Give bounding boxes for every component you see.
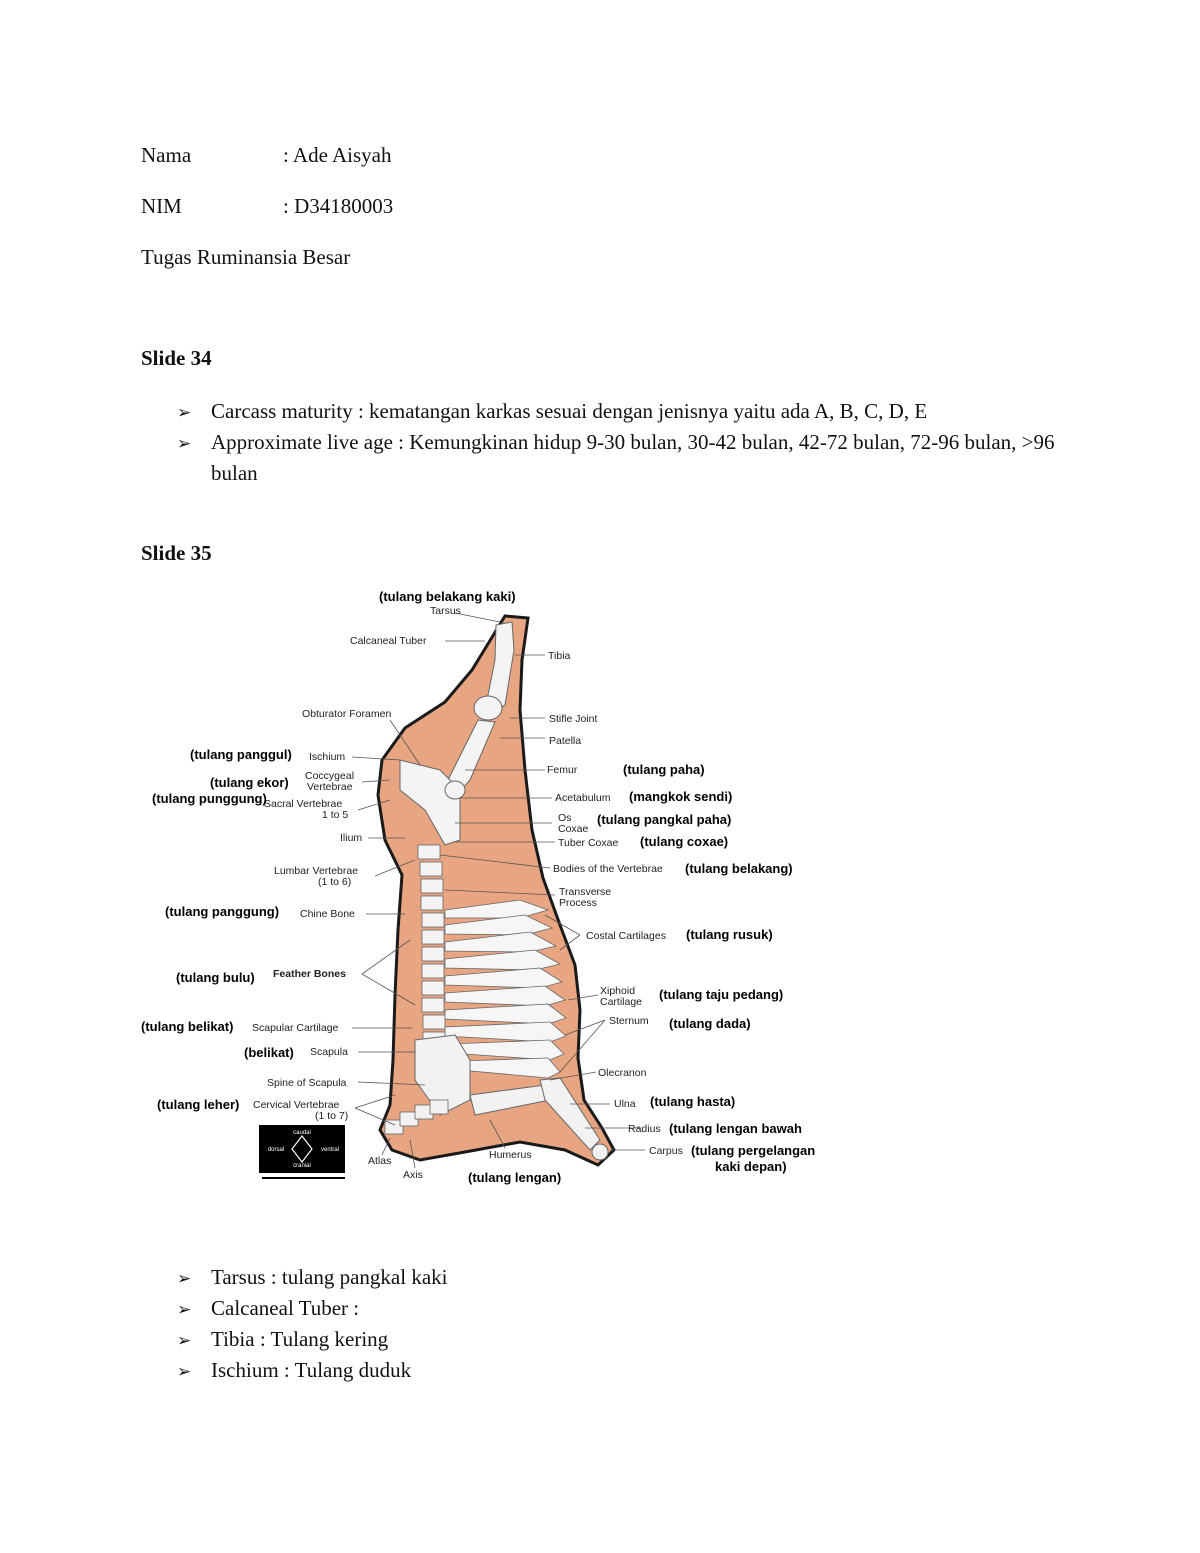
bullet-text: Tibia : Tulang kering <box>211 1327 389 1351</box>
arrow-bullet-icon: ➢ <box>177 403 192 423</box>
label-xiphoid-2: Cartilage <box>600 996 643 1008</box>
list-item <box>177 1324 388 1357</box>
label-id-bulu: (tulang bulu) <box>176 970 255 985</box>
label-radius: Radius <box>628 1123 661 1135</box>
label-ilium: Ilium <box>340 832 363 844</box>
list-item <box>177 1262 447 1295</box>
arrow-bullet-icon: ➢ <box>177 1269 192 1289</box>
label-tibia: Tibia <box>548 650 571 662</box>
label-transverse-2: Process <box>559 897 597 909</box>
name-label: Nama <box>141 143 192 167</box>
label-femur: Femur <box>547 764 578 776</box>
label-id-panggung: (tulang panggung) <box>165 904 280 919</box>
compass-cranial: cranial <box>293 1163 311 1169</box>
label-lumbar-1: Lumbar Vertebrae <box>274 865 359 877</box>
label-axis: Axis <box>403 1169 423 1181</box>
arrow-bullet-icon: ➢ <box>177 1331 192 1351</box>
label-acetabulum: Acetabulum <box>555 792 611 804</box>
label-id-taju: (tulang taju pedang) <box>659 987 784 1002</box>
label-carpus: Carpus <box>649 1145 683 1157</box>
label-os-1: Os <box>558 812 572 824</box>
label-id-dada: (tulang dada) <box>669 1016 751 1031</box>
label-id-panggul: (tulang panggul) <box>190 747 292 762</box>
nim-value: : D34180003 <box>283 194 394 218</box>
label-id-pangkal-paha: (tulang pangkal paha) <box>597 812 732 827</box>
label-spine-scapula: Spine of Scapula <box>267 1077 347 1089</box>
label-stifle: Stifle Joint <box>549 713 598 725</box>
bullet-text: Tarsus : tulang pangkal kaki <box>211 1265 448 1289</box>
label-id-pergelangan-2: kaki depan) <box>715 1159 787 1174</box>
compass-ventral: ventral <box>320 1147 340 1153</box>
list-item <box>177 427 1061 489</box>
list-item <box>177 396 927 429</box>
label-id-belikat2: (belikat) <box>244 1045 294 1060</box>
label-id-belakang: (tulang belakang) <box>685 861 793 876</box>
label-transverse-1: Transverse <box>559 886 612 898</box>
compass-caudal: caudal <box>293 1130 311 1136</box>
label-ischium: Ischium <box>309 751 346 763</box>
label-id-lengan-bawah: (tulang lengan bawah <box>669 1121 802 1136</box>
label-bodies: Bodies of the Vertebrae <box>553 863 663 875</box>
label-id-ekor: (tulang ekor) <box>210 775 289 790</box>
bullet-text: Approximate live age : Kemungkinan hidup 9-30 bulan, 30-42 bulan, 42-72 bulan, 72-96 bulan, >96 bulan <box>211 430 1055 485</box>
arrow-bullet-icon: ➢ <box>177 1300 192 1320</box>
arrow-bullet-icon: ➢ <box>177 1362 192 1382</box>
diagram-title: (tulang belakang kaki) <box>379 589 516 604</box>
label-cervical-1: Cervical Vertebrae <box>253 1099 340 1111</box>
label-costal: Costal Cartilages <box>586 930 666 942</box>
carcass-skeleton-diagram <box>140 582 840 1192</box>
label-id-paha: (tulang paha) <box>623 762 705 777</box>
label-tarsus: Tarsus <box>430 605 461 617</box>
label-chine: Chine Bone <box>300 908 355 920</box>
bullet-text: Carcass maturity : kematangan karkas sesuai dengan jenisnya yaitu ada A, B, C, D, E <box>211 399 928 423</box>
label-atlas: Atlas <box>368 1155 392 1167</box>
slide35-heading: Slide 35 <box>141 541 212 565</box>
label-id-rusuk: (tulang rusuk) <box>686 927 773 942</box>
label-id-hasta: (tulang hasta) <box>650 1094 736 1109</box>
label-os-2: Coxae <box>558 823 589 835</box>
label-id-belikat: (tulang belikat) <box>141 1019 234 1034</box>
label-obturator: Obturator Foramen <box>302 708 392 720</box>
orientation-compass-icon <box>259 1125 345 1178</box>
compass-dorsal: dorsal <box>267 1147 285 1153</box>
bullet-text: Ischium : Tulang duduk <box>211 1358 412 1382</box>
label-coccygeal-2: Vertebrae <box>307 781 353 793</box>
label-scapula: Scapula <box>310 1046 348 1058</box>
bullet-text: Calcaneal Tuber : <box>211 1296 360 1320</box>
label-cervical-2: (1 to 7) <box>315 1110 349 1122</box>
label-id-lengan: (tulang lengan) <box>468 1170 562 1185</box>
label-tuber-coxae: Tuber Coxae <box>558 837 619 849</box>
label-feather: Feather Bones <box>273 968 346 980</box>
label-id-mangkok: (mangkok sendi) <box>629 789 733 804</box>
label-sacral-2: 1 to 5 <box>322 809 349 821</box>
task-title: Tugas Ruminansia Besar <box>141 245 351 269</box>
list-item <box>177 1355 411 1388</box>
label-coccygeal-1: Coccygeal <box>305 770 355 782</box>
label-xiphoid-1: Xiphoid <box>600 985 636 997</box>
label-calcaneal: Calcaneal Tuber <box>350 635 427 647</box>
label-ulna: Ulna <box>614 1098 636 1110</box>
nim-label: NIM <box>141 194 182 218</box>
arrow-bullet-icon: ➢ <box>177 434 192 454</box>
label-id-pergelangan-1: (tulang pergelangan <box>691 1143 816 1158</box>
label-olecranon: Olecranon <box>598 1067 647 1079</box>
label-sacral-1: Sacral Vertebrae <box>264 798 343 810</box>
label-id-leher: (tulang leher) <box>157 1097 240 1112</box>
list-item <box>177 1293 359 1326</box>
label-sternum: Sternum <box>609 1015 649 1027</box>
slide34-heading: Slide 34 <box>141 346 212 370</box>
label-id-punggung: (tulang punggung) <box>152 791 267 806</box>
label-lumbar-2: (1 to 6) <box>318 876 352 888</box>
label-patella: Patella <box>549 735 582 747</box>
label-humerus: Humerus <box>489 1149 532 1161</box>
name-value: : Ade Aisyah <box>283 143 392 167</box>
label-id-coxae: (tulang coxae) <box>640 834 729 849</box>
label-scapular-cartilage: Scapular Cartilage <box>252 1022 339 1034</box>
